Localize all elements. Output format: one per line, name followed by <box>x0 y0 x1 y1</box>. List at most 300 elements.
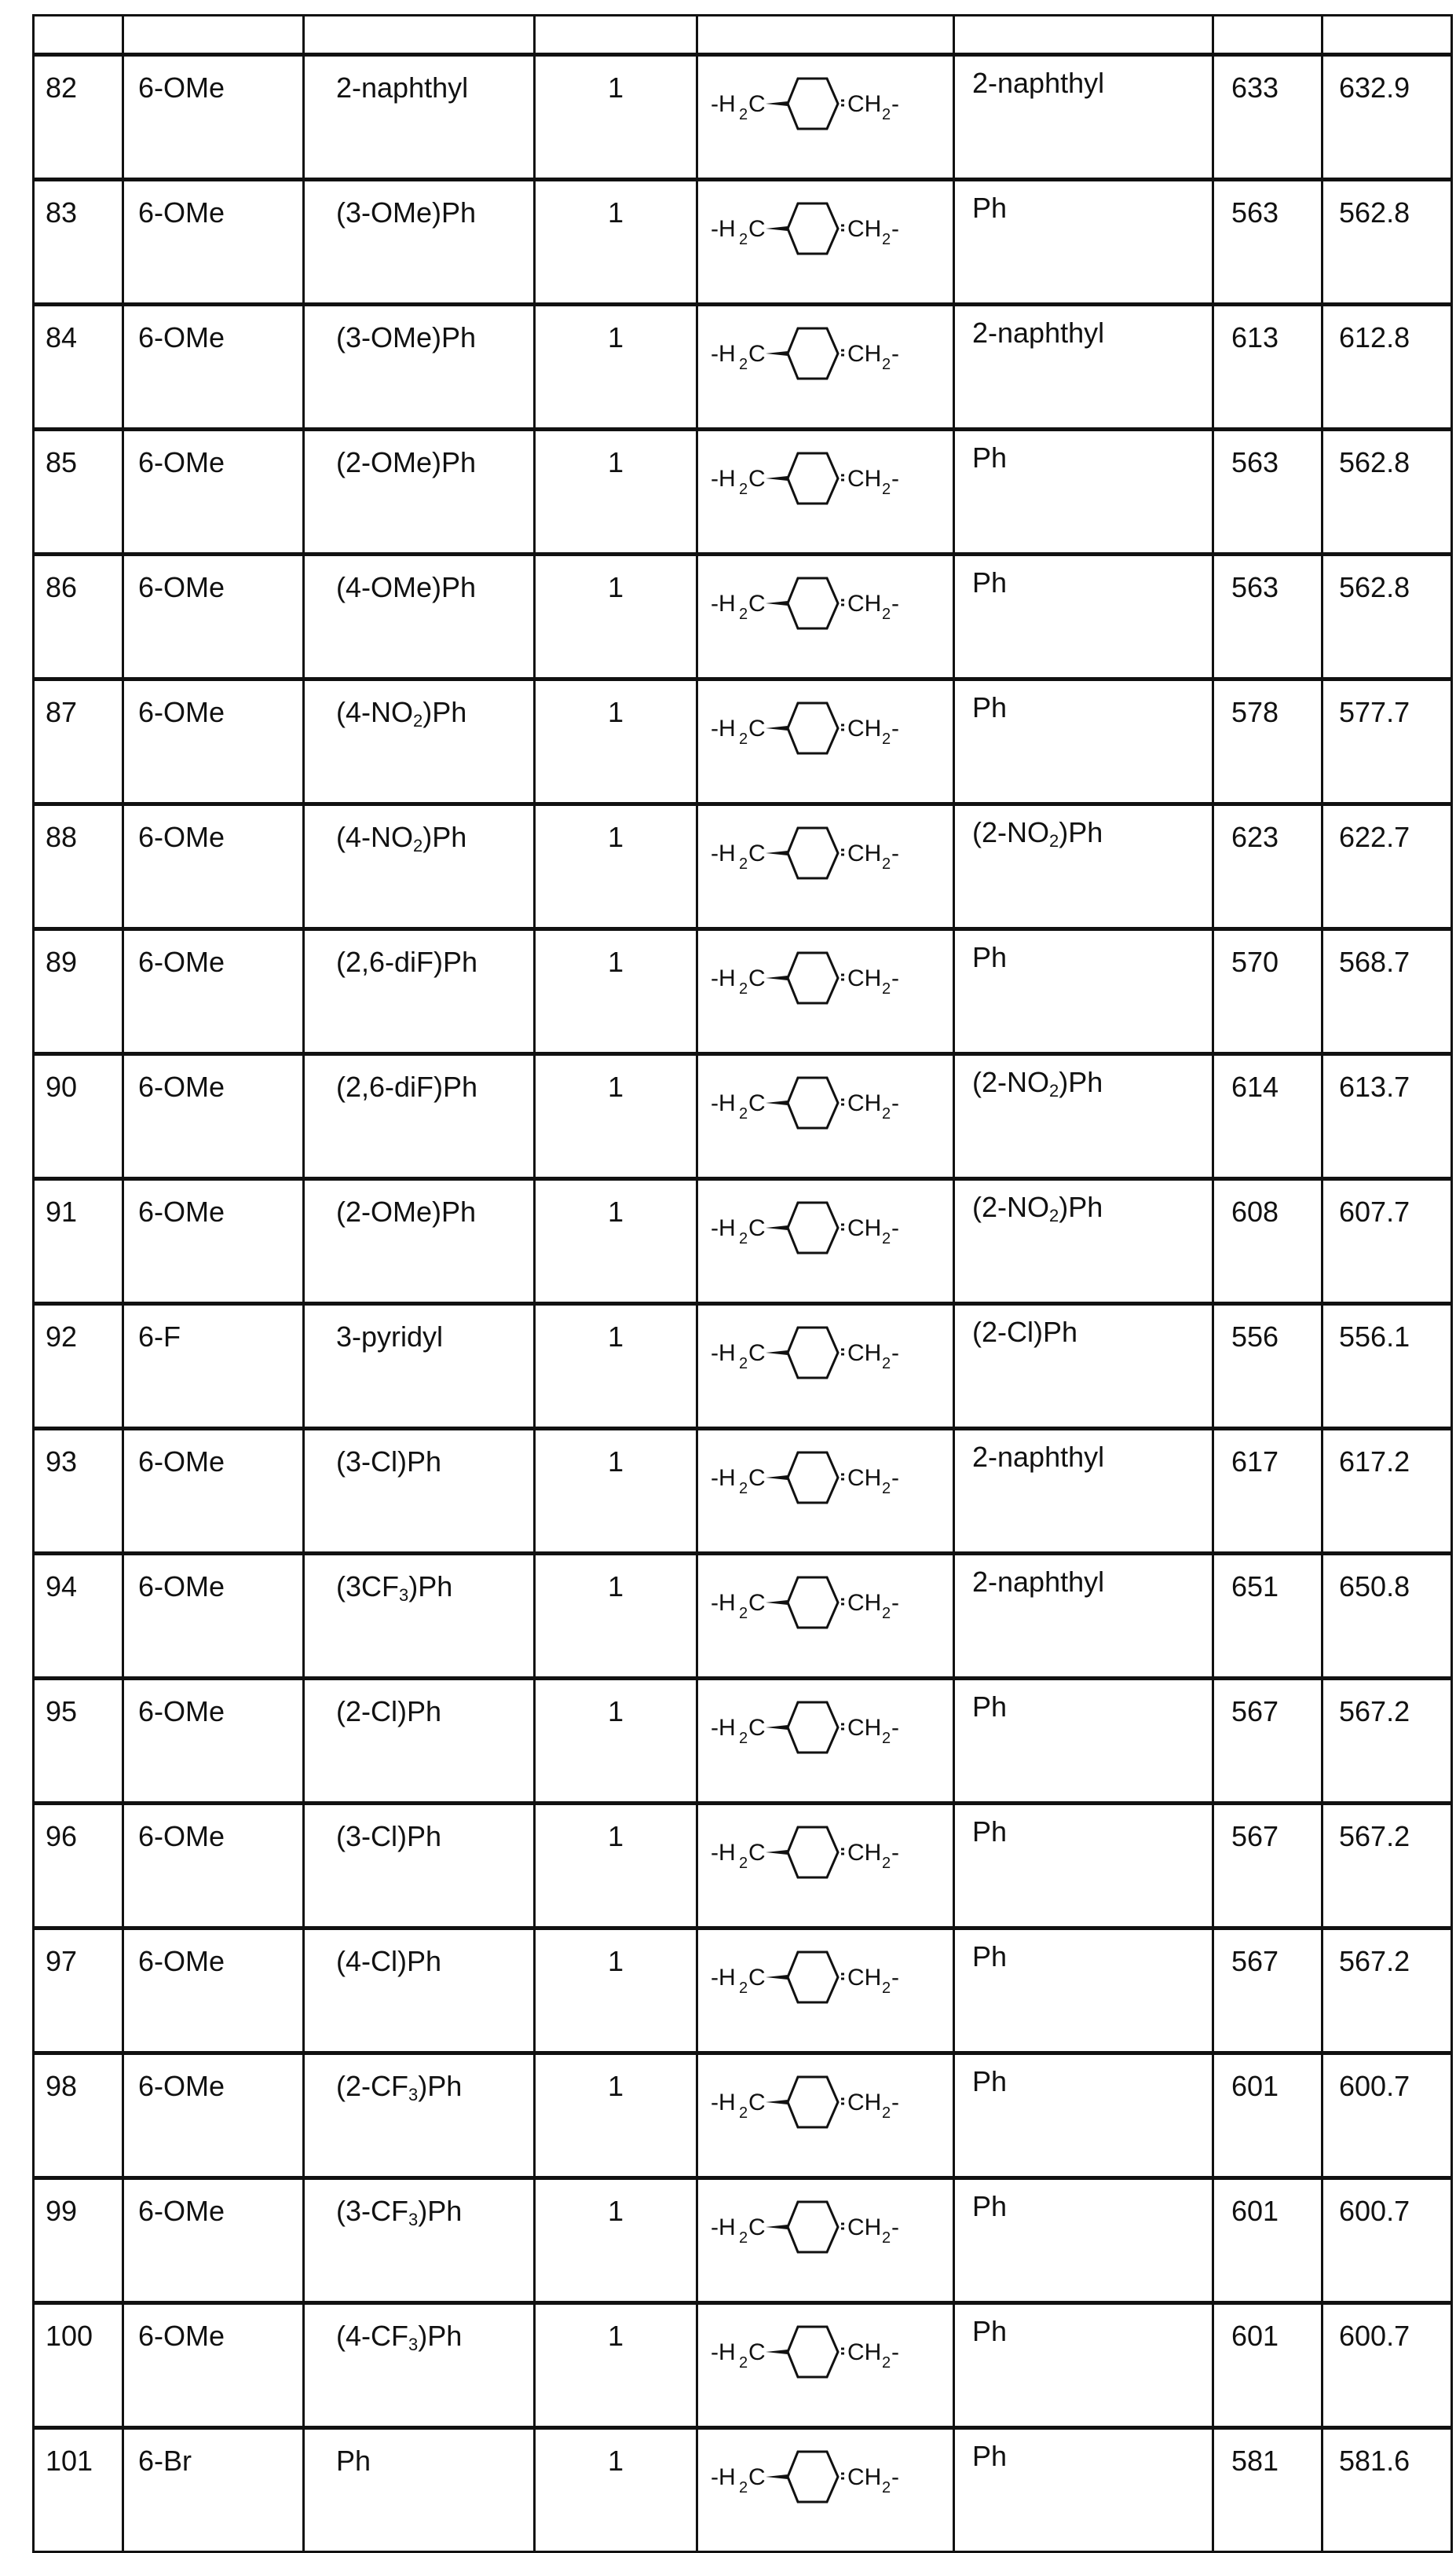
table-row <box>34 1679 1452 1804</box>
calculated-mass: 601 <box>1213 2053 1322 2178</box>
compound-number: 85 <box>34 430 123 555</box>
svg-text:-: - <box>891 1340 899 1366</box>
svg-text:2: 2 <box>882 356 891 373</box>
svg-text:2: 2 <box>882 1605 891 1622</box>
r2-group: $(2-NO_2)Ph$ <box>954 1179 1213 1304</box>
svg-text:-H: -H <box>711 2214 736 2240</box>
compound-number: 100 <box>34 2303 123 2428</box>
svg-text:CH: CH <box>847 2464 882 2490</box>
r2-group: Ph <box>954 1928 1213 2053</box>
calculated-mass: 651 <box>1213 1554 1322 1679</box>
svg-text:2: 2 <box>739 106 748 123</box>
r2-group: Ph <box>954 180 1213 305</box>
found-mass: 577.7 <box>1322 679 1452 804</box>
n-value: 1 <box>535 1179 697 1304</box>
compound-number: 87 <box>34 679 123 804</box>
header-cell-r1 <box>304 16 535 55</box>
linker-structure <box>697 1554 954 1679</box>
compound-number: 92 <box>34 1304 123 1429</box>
svg-text:-: - <box>891 2090 899 2115</box>
cyclohexylene-linker-icon <box>709 1946 945 2016</box>
found-mass: 568.7 <box>1322 929 1452 1054</box>
svg-text:2: 2 <box>882 1980 891 1997</box>
n-value: 1 <box>535 180 697 305</box>
n-value: 1 <box>535 1304 697 1429</box>
svg-text:2: 2 <box>739 1480 748 1497</box>
calculated-mass: 563 <box>1213 555 1322 679</box>
table-row <box>34 1179 1452 1304</box>
compound-number: 95 <box>34 1679 123 1804</box>
svg-text:-H: -H <box>711 1715 736 1741</box>
linker-structure <box>697 305 954 430</box>
svg-text:C: C <box>748 1840 766 1866</box>
compound-number: 101 <box>34 2428 123 2552</box>
r2-group: $(2-NO_2)Ph$ <box>954 1054 1213 1179</box>
table-row <box>34 305 1452 430</box>
ring-substituent: 6-F <box>123 1304 304 1429</box>
svg-text:C: C <box>748 1465 766 1491</box>
ring-substituent: 6-OMe <box>123 929 304 1054</box>
linker-structure <box>697 1804 954 1928</box>
compound-number: 91 <box>34 1179 123 1304</box>
n-value: 1 <box>535 1804 697 1928</box>
header-cell-no <box>34 16 123 55</box>
found-mass: 632.9 <box>1322 55 1452 180</box>
header-cell-found-mass <box>1322 16 1452 55</box>
linker-structure <box>697 55 954 180</box>
svg-text:-H: -H <box>711 1465 736 1491</box>
r1-group: (2-Cl)Ph <box>304 1679 535 1804</box>
svg-text:C: C <box>748 965 766 991</box>
n-value: 1 <box>535 1679 697 1804</box>
r1-group: (3-Cl)Ph <box>304 1804 535 1928</box>
calculated-mass: 556 <box>1213 1304 1322 1429</box>
svg-text:-: - <box>891 2339 899 2365</box>
svg-text:C: C <box>748 1215 766 1241</box>
svg-text:-: - <box>891 341 899 367</box>
ring-substituent: 6-OMe <box>123 2053 304 2178</box>
svg-text:C: C <box>748 1590 766 1616</box>
found-mass: 567.2 <box>1322 1804 1452 1928</box>
svg-text:-H: -H <box>711 841 736 866</box>
r1-group: $(4-NO_2)Ph$ <box>304 679 535 804</box>
svg-text:-H: -H <box>711 1090 736 1116</box>
svg-text:C: C <box>748 2339 766 2365</box>
r2-group: Ph <box>954 1804 1213 1928</box>
calculated-mass: 567 <box>1213 1679 1322 1804</box>
cyclohexylene-linker-icon <box>709 2196 945 2266</box>
calculated-mass: 617 <box>1213 1429 1322 1554</box>
found-mass: 650.8 <box>1322 1554 1452 1679</box>
table-row <box>34 804 1452 929</box>
linker-structure <box>697 1179 954 1304</box>
r1-group: $(3-CF_3)Ph$ <box>304 2178 535 2303</box>
n-value: 1 <box>535 2303 697 2428</box>
svg-text:C: C <box>748 2090 766 2115</box>
found-mass: 567.2 <box>1322 1928 1452 2053</box>
found-mass: 581.6 <box>1322 2428 1452 2552</box>
svg-text:CH: CH <box>847 1840 882 1866</box>
calculated-mass: 567 <box>1213 1804 1322 1928</box>
found-mass: 567.2 <box>1322 1679 1452 1804</box>
ring-substituent: 6-OMe <box>123 2303 304 2428</box>
r2-group: Ph <box>954 555 1213 679</box>
svg-text:2: 2 <box>739 2479 748 2496</box>
svg-text:-H: -H <box>711 1840 736 1866</box>
table-row <box>34 1928 1452 2053</box>
svg-text:CH: CH <box>847 965 882 991</box>
svg-text:CH: CH <box>847 2090 882 2115</box>
ring-substituent: 6-OMe <box>123 305 304 430</box>
r1-group: $(2-CF_3)Ph$ <box>304 2053 535 2178</box>
found-mass: 617.2 <box>1322 1429 1452 1554</box>
table-row <box>34 1054 1452 1179</box>
table-row <box>34 55 1452 180</box>
ring-substituent: 6-OMe <box>123 1054 304 1179</box>
svg-text:CH: CH <box>847 2214 882 2240</box>
compound-number: 94 <box>34 1554 123 1679</box>
svg-text:2: 2 <box>739 1855 748 1872</box>
svg-text:C: C <box>748 341 766 367</box>
ring-substituent: 6-OMe <box>123 1554 304 1679</box>
r1-group: $(4-CF_3)Ph$ <box>304 2303 535 2428</box>
svg-text:2: 2 <box>882 481 891 498</box>
n-value: 1 <box>535 929 697 1054</box>
svg-text:C: C <box>748 2464 766 2490</box>
svg-text:-: - <box>891 841 899 866</box>
compound-number: 99 <box>34 2178 123 2303</box>
cyclohexylene-linker-icon <box>709 1696 945 1767</box>
header-row <box>34 16 1452 55</box>
r1-group: (3-OMe)Ph <box>304 305 535 430</box>
compound-number: 88 <box>34 804 123 929</box>
linker-structure <box>697 2303 954 2428</box>
linker-structure <box>697 2428 954 2552</box>
linker-structure <box>697 929 954 1054</box>
cyclohexylene-linker-icon <box>709 447 945 518</box>
found-mass: 600.7 <box>1322 2053 1452 2178</box>
ring-substituent: 6-OMe <box>123 1429 304 1554</box>
found-mass: 556.1 <box>1322 1304 1452 1429</box>
svg-text:CH: CH <box>847 1465 882 1491</box>
svg-text:CH: CH <box>847 216 882 242</box>
svg-text:C: C <box>748 2214 766 2240</box>
svg-text:2: 2 <box>739 731 748 748</box>
svg-text:-: - <box>891 91 899 117</box>
svg-text:CH: CH <box>847 591 882 617</box>
svg-text:2: 2 <box>882 2229 891 2247</box>
svg-text:2: 2 <box>739 481 748 498</box>
table-row <box>34 2428 1452 2552</box>
svg-text:CH: CH <box>847 341 882 367</box>
linker-structure <box>697 180 954 305</box>
r2-group: 2-naphthyl <box>954 1429 1213 1554</box>
header-cell-linker <box>697 16 954 55</box>
compound-number: 98 <box>34 2053 123 2178</box>
compound-number: 89 <box>34 929 123 1054</box>
cyclohexylene-linker-icon <box>709 322 945 393</box>
r2-group: Ph <box>954 1679 1213 1804</box>
svg-text:-: - <box>891 1965 899 1991</box>
r2-group: $(2-NO_2)Ph$ <box>954 804 1213 929</box>
cyclohexylene-linker-icon <box>709 2445 945 2516</box>
found-mass: 600.7 <box>1322 2303 1452 2428</box>
calculated-mass: 570 <box>1213 929 1322 1054</box>
svg-text:-H: -H <box>711 466 736 492</box>
compound-number: 97 <box>34 1928 123 2053</box>
svg-text:2: 2 <box>739 980 748 998</box>
svg-text:2: 2 <box>882 231 891 248</box>
linker-structure <box>697 2053 954 2178</box>
r1-group: (2,6-diF)Ph <box>304 929 535 1054</box>
svg-text:2: 2 <box>882 1230 891 1247</box>
svg-text:-: - <box>891 1715 899 1741</box>
linker-structure <box>697 555 954 679</box>
svg-text:2: 2 <box>882 2104 891 2122</box>
svg-text:CH: CH <box>847 841 882 866</box>
found-mass: 612.8 <box>1322 305 1452 430</box>
found-mass: 613.7 <box>1322 1054 1452 1179</box>
svg-text:2: 2 <box>882 2354 891 2372</box>
ring-substituent: 6-OMe <box>123 1804 304 1928</box>
found-mass: 600.7 <box>1322 2178 1452 2303</box>
svg-text:CH: CH <box>847 1215 882 1241</box>
header-cell-calc-mass <box>1213 16 1322 55</box>
svg-text:-: - <box>891 1090 899 1116</box>
svg-text:-H: -H <box>711 1340 736 1366</box>
found-mass: 562.8 <box>1322 180 1452 305</box>
table-row <box>34 2303 1452 2428</box>
r1-group: (3-Cl)Ph <box>304 1429 535 1554</box>
svg-text:-H: -H <box>711 2339 736 2365</box>
calculated-mass: 613 <box>1213 305 1322 430</box>
svg-text:C: C <box>748 91 766 117</box>
n-value: 1 <box>535 555 697 679</box>
calculated-mass: 578 <box>1213 679 1322 804</box>
n-value: 1 <box>535 679 697 804</box>
header-cell-r2 <box>954 16 1213 55</box>
svg-text:2: 2 <box>882 1730 891 1747</box>
cyclohexylene-linker-icon <box>709 1446 945 1517</box>
ring-substituent: 6-Br <box>123 2428 304 2552</box>
svg-text:2: 2 <box>739 2354 748 2372</box>
calculated-mass: 601 <box>1213 2303 1322 2428</box>
svg-text:C: C <box>748 1965 766 1991</box>
compound-number: 83 <box>34 180 123 305</box>
cyclohexylene-linker-icon <box>709 822 945 892</box>
calculated-mass: 581 <box>1213 2428 1322 2552</box>
linker-structure <box>697 1304 954 1429</box>
table-row <box>34 2053 1452 2178</box>
n-value: 1 <box>535 1429 697 1554</box>
svg-text:-H: -H <box>711 716 736 742</box>
svg-text:2: 2 <box>882 606 891 623</box>
ring-substituent: 6-OMe <box>123 2178 304 2303</box>
r2-group: 2-naphthyl <box>954 55 1213 180</box>
svg-text:CH: CH <box>847 1965 882 1991</box>
compound-number: 96 <box>34 1804 123 1928</box>
r1-group: (4-Cl)Ph <box>304 1928 535 2053</box>
cyclohexylene-linker-icon <box>709 572 945 643</box>
svg-text:-H: -H <box>711 2464 736 2490</box>
compound-number: 84 <box>34 305 123 430</box>
svg-text:-: - <box>891 1215 899 1241</box>
svg-text:2: 2 <box>739 1730 748 1747</box>
compound-table <box>32 14 1453 2553</box>
svg-text:2: 2 <box>739 2229 748 2247</box>
table-row <box>34 1304 1452 1429</box>
svg-text:-H: -H <box>711 591 736 617</box>
ring-substituent: 6-OMe <box>123 1679 304 1804</box>
svg-text:-: - <box>891 716 899 742</box>
svg-text:-: - <box>891 965 899 991</box>
svg-text:CH: CH <box>847 716 882 742</box>
svg-text:C: C <box>748 716 766 742</box>
svg-text:2: 2 <box>882 731 891 748</box>
cyclohexylene-linker-icon <box>709 197 945 268</box>
svg-text:-H: -H <box>711 965 736 991</box>
ring-substituent: 6-OMe <box>123 1179 304 1304</box>
ring-substituent: 6-OMe <box>123 804 304 929</box>
r2-group: Ph <box>954 679 1213 804</box>
cyclohexylene-linker-icon <box>709 1071 945 1142</box>
r1-group: 2-naphthyl <box>304 55 535 180</box>
n-value: 1 <box>535 1928 697 2053</box>
compound-number: 93 <box>34 1429 123 1554</box>
n-value: 1 <box>535 55 697 180</box>
calculated-mass: 567 <box>1213 1928 1322 2053</box>
svg-text:C: C <box>748 841 766 866</box>
svg-text:2: 2 <box>739 855 748 873</box>
n-value: 1 <box>535 1054 697 1179</box>
r1-group: Ph <box>304 2428 535 2552</box>
r1-group: (3-OMe)Ph <box>304 180 535 305</box>
cyclohexylene-linker-icon <box>709 2071 945 2141</box>
svg-text:CH: CH <box>847 1715 882 1741</box>
svg-text:-: - <box>891 1840 899 1866</box>
table-row <box>34 1554 1452 1679</box>
svg-text:2: 2 <box>739 1980 748 1997</box>
r1-group: $(4-NO_2)Ph$ <box>304 804 535 929</box>
svg-text:2: 2 <box>882 1105 891 1123</box>
calculated-mass: 633 <box>1213 55 1322 180</box>
compound-number: 90 <box>34 1054 123 1179</box>
r2-group: Ph <box>954 2178 1213 2303</box>
svg-text:-: - <box>891 1590 899 1616</box>
svg-text:2: 2 <box>882 1355 891 1372</box>
svg-text:-H: -H <box>711 1590 736 1616</box>
found-mass: 622.7 <box>1322 804 1452 929</box>
calculated-mass: 563 <box>1213 430 1322 555</box>
n-value: 1 <box>535 305 697 430</box>
ring-substituent: 6-OMe <box>123 679 304 804</box>
svg-text:CH: CH <box>847 2339 882 2365</box>
svg-text:C: C <box>748 466 766 492</box>
table-row <box>34 555 1452 679</box>
linker-structure <box>697 430 954 555</box>
n-value: 1 <box>535 430 697 555</box>
linker-structure <box>697 804 954 929</box>
table-row <box>34 2178 1452 2303</box>
cyclohexylene-linker-icon <box>709 947 945 1017</box>
r2-group: Ph <box>954 929 1213 1054</box>
n-value: 1 <box>535 2428 697 2552</box>
table-row <box>34 679 1452 804</box>
svg-text:2: 2 <box>739 1605 748 1622</box>
r1-group: (2,6-diF)Ph <box>304 1054 535 1179</box>
svg-text:2: 2 <box>739 231 748 248</box>
table-row <box>34 430 1452 555</box>
svg-text:C: C <box>748 216 766 242</box>
svg-text:CH: CH <box>847 91 882 117</box>
r2-group: Ph <box>954 430 1213 555</box>
cyclohexylene-linker-icon <box>709 1196 945 1267</box>
calculated-mass: 614 <box>1213 1054 1322 1179</box>
linker-structure <box>697 679 954 804</box>
r1-group: 3-pyridyl <box>304 1304 535 1429</box>
svg-text:2: 2 <box>882 1855 891 1872</box>
calculated-mass: 563 <box>1213 180 1322 305</box>
svg-text:-: - <box>891 2214 899 2240</box>
header-cell-n <box>535 16 697 55</box>
svg-text:2: 2 <box>882 855 891 873</box>
found-mass: 607.7 <box>1322 1179 1452 1304</box>
svg-text:CH: CH <box>847 1090 882 1116</box>
cyclohexylene-linker-icon <box>709 1821 945 1892</box>
svg-text:2: 2 <box>882 2479 891 2496</box>
svg-text:-: - <box>891 466 899 492</box>
ring-substituent: 6-OMe <box>123 180 304 305</box>
svg-text:CH: CH <box>847 1340 882 1366</box>
linker-structure <box>697 2178 954 2303</box>
table-row <box>34 1429 1452 1554</box>
svg-text:C: C <box>748 1090 766 1116</box>
calculated-mass: 623 <box>1213 804 1322 929</box>
svg-text:2: 2 <box>882 106 891 123</box>
header-cell-substituent <box>123 16 304 55</box>
calculated-mass: 601 <box>1213 2178 1322 2303</box>
ring-substituent: 6-OMe <box>123 555 304 679</box>
ring-substituent: 6-OMe <box>123 430 304 555</box>
linker-structure <box>697 1928 954 2053</box>
svg-text:-H: -H <box>711 341 736 367</box>
svg-text:2: 2 <box>739 1230 748 1247</box>
svg-text:2: 2 <box>739 606 748 623</box>
r1-group: (2-OMe)Ph <box>304 430 535 555</box>
r1-group: (4-OMe)Ph <box>304 555 535 679</box>
svg-text:2: 2 <box>739 2104 748 2122</box>
svg-text:-H: -H <box>711 1965 736 1991</box>
r2-group: Ph <box>954 2428 1213 2552</box>
r2-group: Ph <box>954 2303 1213 2428</box>
svg-text:-H: -H <box>711 216 736 242</box>
n-value: 1 <box>535 1554 697 1679</box>
svg-text:2: 2 <box>739 1355 748 1372</box>
r2-group: 2-naphthyl <box>954 1554 1213 1679</box>
cyclohexylene-linker-icon <box>709 72 945 143</box>
cyclohexylene-linker-icon <box>709 1321 945 1392</box>
svg-text:C: C <box>748 1715 766 1741</box>
calculated-mass: 608 <box>1213 1179 1322 1304</box>
table-row <box>34 180 1452 305</box>
cyclohexylene-linker-icon <box>709 697 945 767</box>
table-row <box>34 929 1452 1054</box>
r2-group: (2-Cl)Ph <box>954 1304 1213 1429</box>
n-value: 1 <box>535 804 697 929</box>
ring-substituent: 6-OMe <box>123 55 304 180</box>
found-mass: 562.8 <box>1322 430 1452 555</box>
compound-number: 82 <box>34 55 123 180</box>
